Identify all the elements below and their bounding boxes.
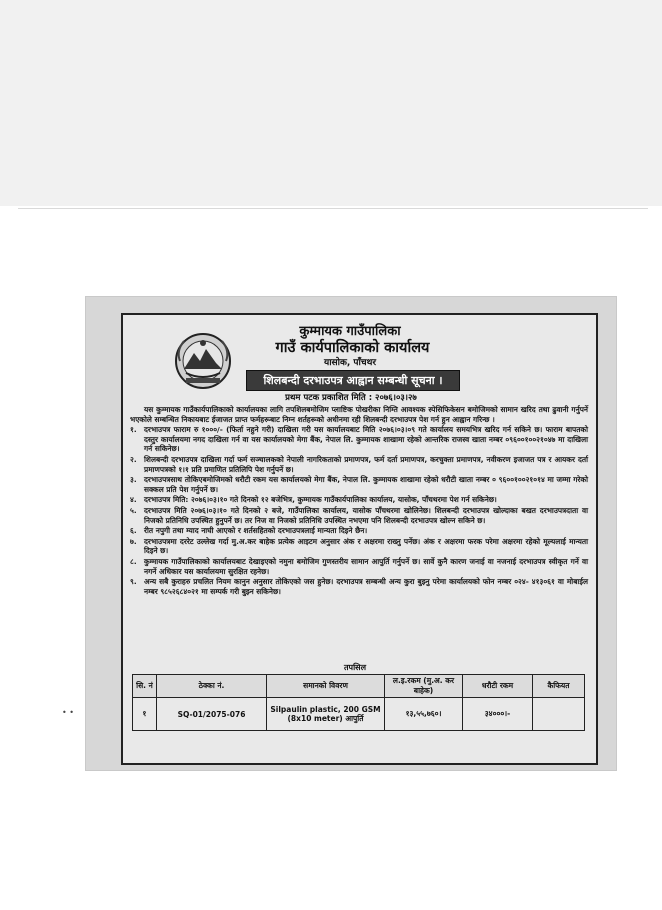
clause-number: ७. xyxy=(130,536,137,546)
cell-serial: १ xyxy=(133,698,157,731)
clause-item xyxy=(130,526,588,536)
clause-text: दरभाउपत्रसाथ तोकिएबमोजिमको धरौटी रकम यस कार्यालयको मेगा बैंक, नेपाल लि. कुम्मायक शाखामा रहेको धरौटी खाता नम्बर ० ९६००१००२१०१४ मा जम्मा गरेको सक्कल प्रति पेश गर्नुपर्ने छ। xyxy=(144,475,588,494)
published-date: प्रथम पटक प्रकाशित मिति : २०७६।०३।२७ xyxy=(285,393,417,403)
clause-item xyxy=(130,425,588,454)
header-remarks: कैफियत xyxy=(533,675,585,698)
clause-item xyxy=(130,475,588,494)
municipality-name: कुम्मायक गाउँपालिका xyxy=(299,324,401,339)
cell-estimate: १३,५५,७६०। xyxy=(385,698,463,731)
clause-number: १. xyxy=(130,425,137,435)
clause-text: अन्य सबै कुराहरु प्रचलित नियम कानुन अनुसार तोकिएको जस हुनेछ। दरभाउपत्र सम्बन्धी अन्य कुरा बुझ्नु परेमा कार्यालयको फोन नम्बर ०२४- ४१३०६१ वा मोबाईल नम्बर ९८५२६८४०२१ मा सम्पर्क गरी बुझ्न सकिनेछ। xyxy=(144,577,588,596)
header-description: समानको विवरण xyxy=(267,675,385,698)
bid-schedule-table xyxy=(132,674,585,731)
clause-text: कुम्मायक गाउँपालिकाको कार्यालयबाट देखाइएको नमुना बमोजिम गुणस्तरीय सामान आपुर्ति गर्नुपर्ने छ। सार्वे कुनै कारण जनाई वा नजनाई दरभाउपत्र स्वीकृत गर्ने वा नगर्ने अधिकार यस कार्यालयमा सुरक्षित रहनेछ। xyxy=(144,556,588,576)
cell-deposit: ३४०००।- xyxy=(463,698,533,731)
header-serial: सि. नं xyxy=(133,675,157,698)
clause-item xyxy=(130,577,588,596)
clause-number: ८. xyxy=(130,556,137,566)
notice-body xyxy=(130,405,588,597)
office-name: गाउँ कार्यपालिकाको कार्यालय xyxy=(275,340,430,356)
clause-text: दरभाउपत्र फाराम रु १०००/- (फिर्ता नहुने गरी) दाखिला गरी यस कार्यालयबाट मिति २०७६।०३।०९ गते कार्यालय समयभित्र खरिद गर्न सकिने छ। फाराम बापतको दस्तुर कार्यालयमा नगद दाखिला गर्न वा यस कार्यालयको मेगा बैंक, नेपाल लि. कुम्मायक शाखामा रहेको आन्तरिक राजस्व खाता नम्बर ०९६००१००२१०४७ मा दाखिला गर्न सकिनेछ। xyxy=(144,425,588,454)
clause-number: ६. xyxy=(130,526,137,536)
cell-description: Silpaulin plastic, 200 GSM (8x10 meter) आपुर्ति xyxy=(267,698,385,731)
table-header-row xyxy=(133,675,585,698)
schedule-title: तपसिल xyxy=(343,663,366,672)
clause-number: ३. xyxy=(130,475,137,485)
clause-text: दरभाउपत्र मिति: २०७६।०३।१० गते दिनको १२ बजेभित्र, कुम्मायक गाउँकार्यपालिका कार्यालय, यासोक, पाँचथरमा पेश गर्न सकिनेछ। xyxy=(144,495,497,505)
clause-item xyxy=(130,506,588,525)
clause-item xyxy=(130,537,588,556)
header-contract-no: ठेक्का नं. xyxy=(157,675,267,698)
clause-item xyxy=(130,557,588,576)
office-address: यासोक, पाँचथर xyxy=(323,358,377,368)
clause-text: रीत नपुगी तथा म्याद नाघी आएको र शर्तसहितको दरभाउपत्रलाई मान्यता दिइने छैन। xyxy=(144,526,368,536)
clause-text: दरभाउपत्र मिति २०७६।०३।१० गते दिनको २ बजे, गाउँपालिका कार्यालय, यासोक पाँचथरमा खोलिनेछ। शिलबन्दी दरभाउपत्र खोल्दाका बखत दरभाउपत्रदाता वा निजको प्रतिनिधि उपस्थित हुनुपर्ने छ। तर निज वा निजको प्रतिनिधि उपस्थित नभएमा पनि शिलबन्दी दरभाउपत्र खोल्न सकिने छ। xyxy=(144,505,588,525)
clause-number: ४. xyxy=(130,495,137,505)
cell-remarks xyxy=(533,698,585,731)
header-deposit: धरौटी रकम xyxy=(463,675,533,698)
notice-title-banner: शिलबन्दी दरभाउपत्र आह्वान सम्बन्धी सूचना । xyxy=(246,370,460,391)
clause-number: ९. xyxy=(130,577,137,587)
clause-list xyxy=(130,425,588,596)
table-row xyxy=(133,698,585,731)
scanner-top-band xyxy=(0,0,662,206)
scan-edge-line xyxy=(18,208,648,209)
clause-item xyxy=(130,455,588,474)
intro-paragraph: यस कुम्मायक गाउँकार्यपालिकाको कार्यालयका लागि तपशिलबमोजिम प्लाष्टिक पोखरीका निम्ति आवश्यक स्पेसिफिकेसन बमोजिमको सामान खरिद तथा ढुवानी गर्नुपर्ने भएकोले सम्बन्धित निकायबाट ईजाजत प्राप्त फर्महरूबाट निम्न शर्तहरूको अधीनमा रही शिलबन्दी दरभाउपत्र पेश गर्न हुन आह्वान गरिन्छ । xyxy=(130,405,588,424)
clause-number: ५. xyxy=(130,505,137,515)
margin-dots: • • xyxy=(62,708,74,717)
header-estimate: ल.इ.रकम (मु.अ. कर बाहेक) xyxy=(385,675,463,698)
clause-text: शिलबन्दी दरभाउपत्र दाखिला गर्दा फर्म सञ्चालकको नेपाली नागरिकताको प्रमाणपत्र, फर्म दर्ता प्रमाणपत्र, करचुक्ता प्रमाणपत्र, नवीकरण इजाजत पत्र र आयकर दर्ता प्रमाणपत्रको १।१ प्रति प्रमाणित प्रतिलिपि पेश गर्नुपर्ने छ। xyxy=(144,454,588,474)
cell-contract-no: SQ-01/2075-076 xyxy=(157,698,267,731)
clause-text: दरभाउपत्रमा दररेट उल्लेख गर्दा मु.अ.कर बाहेक प्रत्येक आइटम अनुसार अंक र अक्षरमा राख्नु पर्नेछ। अंक र अक्षरमा फरक परेमा अक्षरमा रहेको मूल्यलाई मान्यता दिइने छ। xyxy=(144,536,588,556)
clause-item xyxy=(130,495,588,505)
clause-number: २. xyxy=(130,454,137,464)
